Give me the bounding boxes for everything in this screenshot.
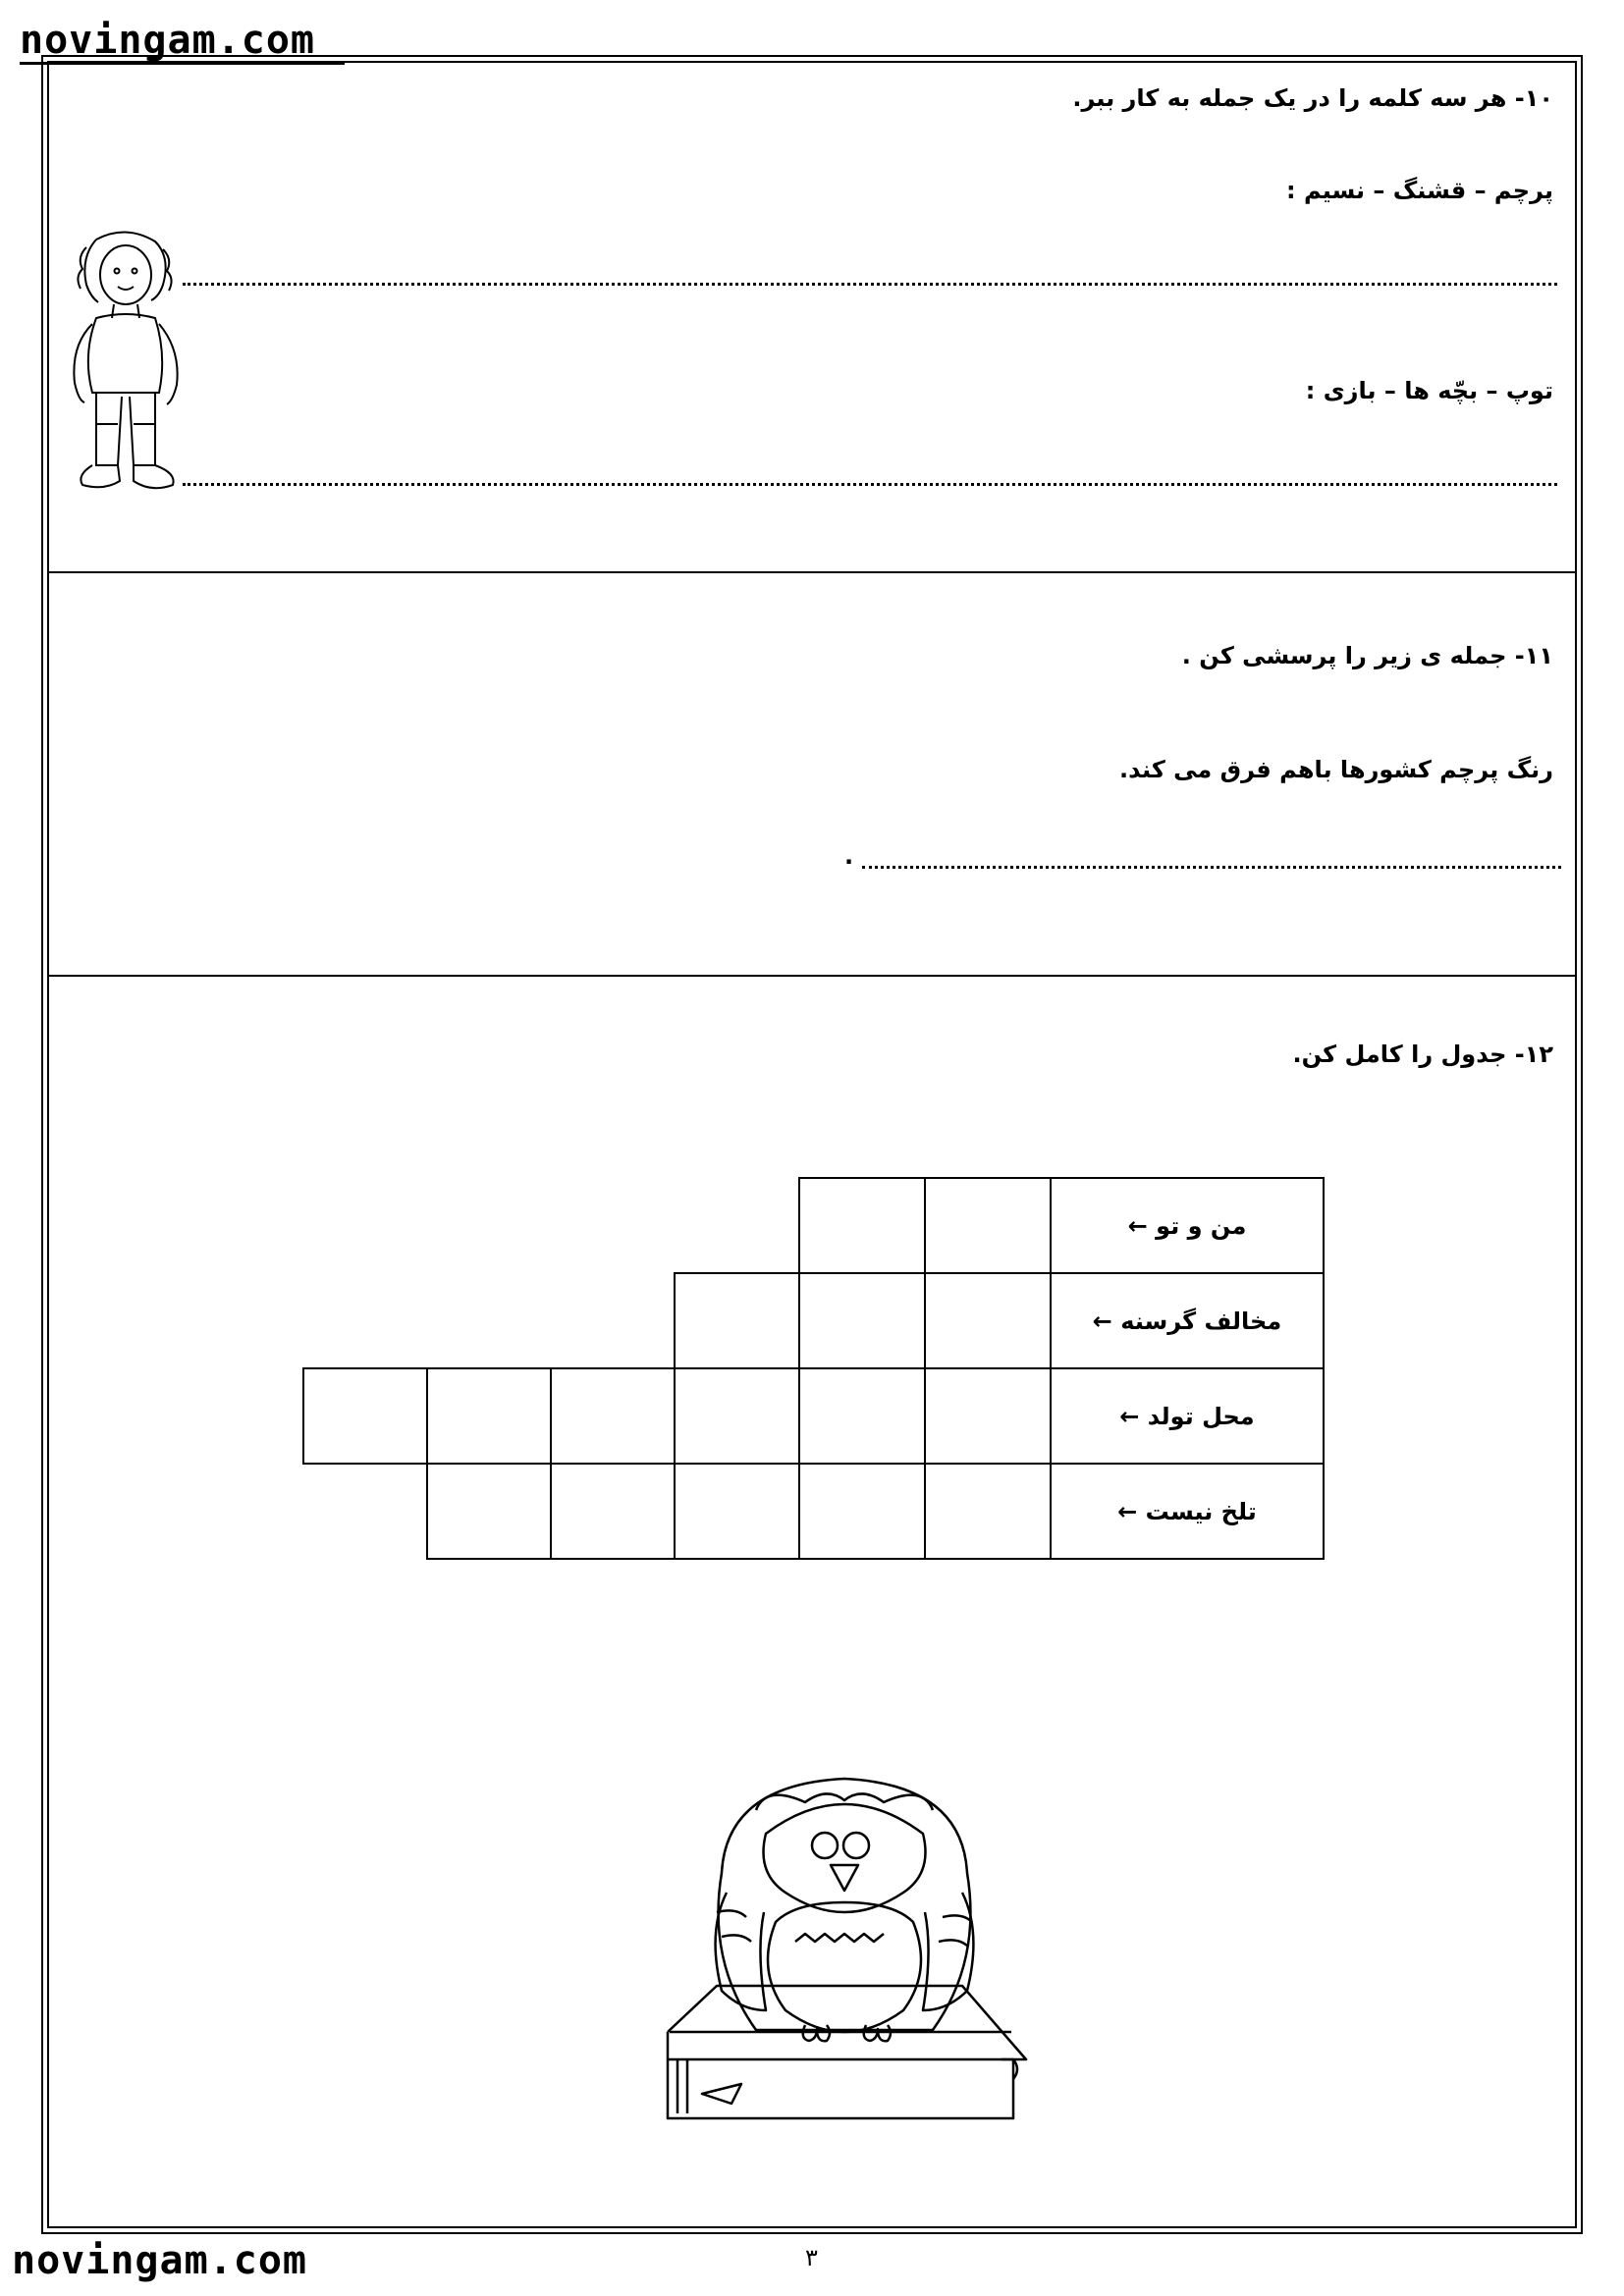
- q11-title: ۱۱- جمله ی زیر را پرسشی کن .: [1181, 642, 1553, 669]
- crossword-cell[interactable]: [303, 1368, 427, 1464]
- crossword-row-4: [303, 1464, 1324, 1559]
- crossword-cell[interactable]: [675, 1368, 799, 1464]
- crossword-cell[interactable]: [799, 1464, 925, 1559]
- q10-words-1: پرچم – قشنگ – نسیم :: [1286, 177, 1553, 204]
- crossword-row-1: [303, 1178, 1324, 1273]
- page-number: ۳: [805, 2244, 818, 2271]
- q12-title: ۱۲- جدول را کامل کن.: [1292, 1041, 1553, 1068]
- q11-sentence: رنگ پرچم کشورها باهم فرق می کند.: [1119, 756, 1553, 783]
- q10-title: ۱۰- هر سه کلمه را در یک جمله به کار ببر.: [1072, 84, 1553, 112]
- crossword-cell[interactable]: [925, 1178, 1051, 1273]
- crossword-clue-1: من و تو ←: [1051, 1178, 1324, 1273]
- crossword-cell[interactable]: [799, 1368, 925, 1464]
- crossword-cell[interactable]: [925, 1368, 1051, 1464]
- girl-illustration-icon: [57, 228, 185, 512]
- crossword-clue-3: محل تولد ←: [1051, 1368, 1324, 1464]
- crossword-row-3: [303, 1368, 1324, 1464]
- q11-answer-period: .: [844, 842, 854, 870]
- crossword-cell[interactable]: [551, 1464, 675, 1559]
- crossword-cell[interactable]: [675, 1273, 799, 1368]
- divider-q10-q11: [47, 571, 1577, 573]
- crossword-cell[interactable]: [675, 1464, 799, 1559]
- q10-answer-line-1[interactable]: [183, 283, 1557, 286]
- crossword-table: [302, 1177, 1325, 1560]
- crossword-cell[interactable]: [925, 1464, 1051, 1559]
- crossword-cell[interactable]: [925, 1273, 1051, 1368]
- owl-on-book-illustration-icon: [648, 1765, 1041, 2128]
- q11-answer-line[interactable]: [862, 866, 1561, 869]
- crossword-cell[interactable]: [799, 1178, 925, 1273]
- crossword-cell[interactable]: [427, 1368, 551, 1464]
- q10-answer-line-2[interactable]: [183, 483, 1557, 486]
- watermark-bottom: novingam.com: [12, 2238, 307, 2283]
- crossword-clue-4: تلخ نیست ←: [1051, 1464, 1324, 1559]
- q10-words-2: توپ – بچّه ها – بازی :: [1305, 377, 1553, 404]
- watermark-top: novingam.com: [20, 18, 315, 63]
- divider-q11-q12: [47, 975, 1577, 977]
- crossword-row-2: [303, 1273, 1324, 1368]
- crossword-cell[interactable]: [551, 1368, 675, 1464]
- crossword-clue-2: مخالف گرسنه ←: [1051, 1273, 1324, 1368]
- crossword-cell[interactable]: [427, 1464, 551, 1559]
- crossword-cell[interactable]: [799, 1273, 925, 1368]
